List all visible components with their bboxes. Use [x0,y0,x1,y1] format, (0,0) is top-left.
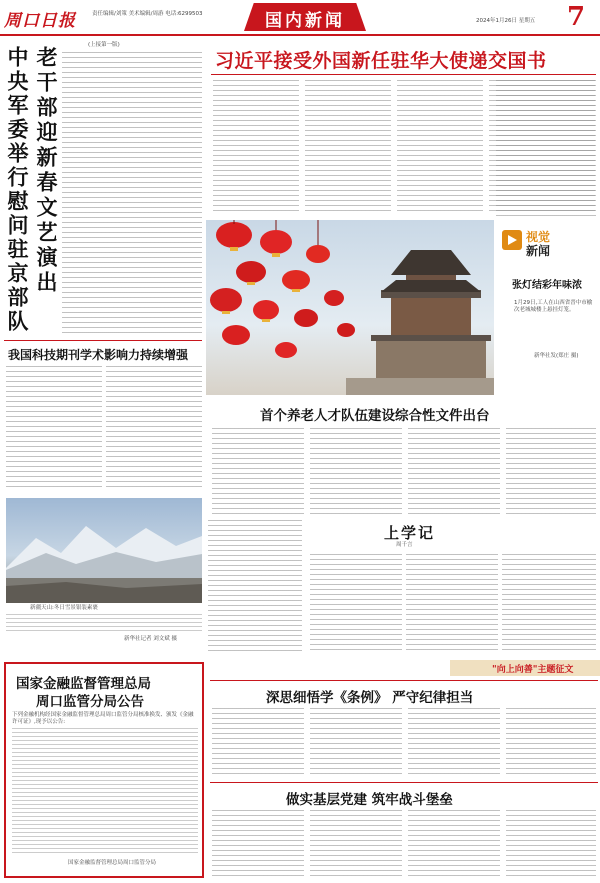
elder-story-col-4 [506,428,596,514]
video-news-box [496,220,600,395]
ad-strip [450,660,600,676]
lantern-scene [206,220,494,395]
grassroots-col-2 [310,810,402,880]
tech-story-col-1 [6,366,102,491]
issue-date: 2024年1月26日 星期五 [476,18,536,24]
top-story-col-1 [213,80,299,214]
page-number: 7 [567,2,586,32]
top-story-title: 习近平接受外国新任驻华大使递交国书 [215,50,547,72]
top-story-rule [211,74,596,75]
regulator-notice [4,662,204,878]
notice-title-1: 国家金融监督管理总局 [16,676,151,692]
mountain-photo-caption: 新疆天山:冬日雪景银装素裹 [30,605,98,611]
video-label-2: 新闻 [526,244,551,258]
mountain-photo-caption-body [6,614,202,634]
masthead-rule [0,34,600,36]
top-story-col-3 [397,80,483,214]
deep-story [206,680,600,780]
notice-list [12,728,198,856]
video-play-icon [508,235,517,245]
deep-story-col-4 [506,708,596,778]
notice-footer: 国家金融监督管理总局周口监管分局 [68,860,157,866]
essay-col-2 [406,554,498,654]
grassroots-story [206,782,600,882]
deep-story-rule [210,680,598,681]
left-story [0,38,205,338]
middle-column-1 [208,520,302,654]
elder-story-col-3 [408,428,500,514]
left-story-title-2: 中央军委举行慰问驻京部队 [5,46,30,334]
essay-col-1 [310,554,402,654]
masthead [0,0,600,38]
video-caption-title: 张灯结彩年味浓 [512,280,582,291]
elder-story [206,396,600,516]
grassroots-col-3 [408,810,500,880]
section-title: 国内新闻 [265,11,345,31]
video-label-1: 视觉 [526,230,551,244]
notice-body: 下列金融机构经国家金融监督管理总局周口监管分局核准换发、颁发《金融许可证》,现予以公告: [12,712,194,725]
elder-story-col-1 [212,428,304,514]
left-story-title-1: 老干部迎新春文艺演出 [34,46,59,296]
grassroots-col-1 [212,810,304,880]
red-lanterns [210,222,355,358]
mountain-photo-credit: 新华社记者 刘文斌 摄 [124,636,177,642]
left-story-intro: (上接第一版) [88,42,120,48]
video-caption-text: 1月29日,工人在山西省晋中市榆次老城城楼上悬挂灯笼。 [514,300,593,313]
tech-story-rule [4,340,202,341]
tech-story-col-2 [106,366,202,491]
top-story-col-2 [305,80,391,214]
left-story-body [62,52,202,336]
grassroots-story-rule [210,782,598,783]
newspaper-logo: 周口日报 [4,11,76,31]
tech-story-title: 我国科技期刊学术影响力持续增强 [8,348,189,362]
elder-story-col-2 [310,428,402,514]
video-caption-credit: 新华社发(郑庄 摄) [534,353,579,359]
elder-story-title: 首个养老人才队伍建设综合性文件出台 [260,408,490,424]
deep-story-col-2 [310,708,402,778]
top-right-column [496,80,596,216]
essay-author: 周千言 [396,542,413,548]
mountain-photo [6,498,202,603]
grassroots-story-title: 做实基层党建 筑牢战斗堡垒 [286,792,453,808]
essay-title: 上学记 [384,524,436,542]
mountain-scene [6,498,202,603]
essay [306,518,600,658]
tech-story [0,340,205,495]
essay-col-3 [502,554,596,654]
notice-title-2: 周口监管分局公告 [36,694,144,710]
deep-story-title: 深思细悟学《条例》 严守纪律担当 [266,690,474,706]
grassroots-col-4 [506,810,596,880]
ad-text: "向上向善"主题征文 [492,665,574,675]
editor-info: 责任编辑/刘策 美术编辑/周游 电话:6299503 [92,11,203,17]
deep-story-col-1 [212,708,304,778]
deep-story-col-3 [408,708,500,778]
lantern-photo [206,220,494,395]
